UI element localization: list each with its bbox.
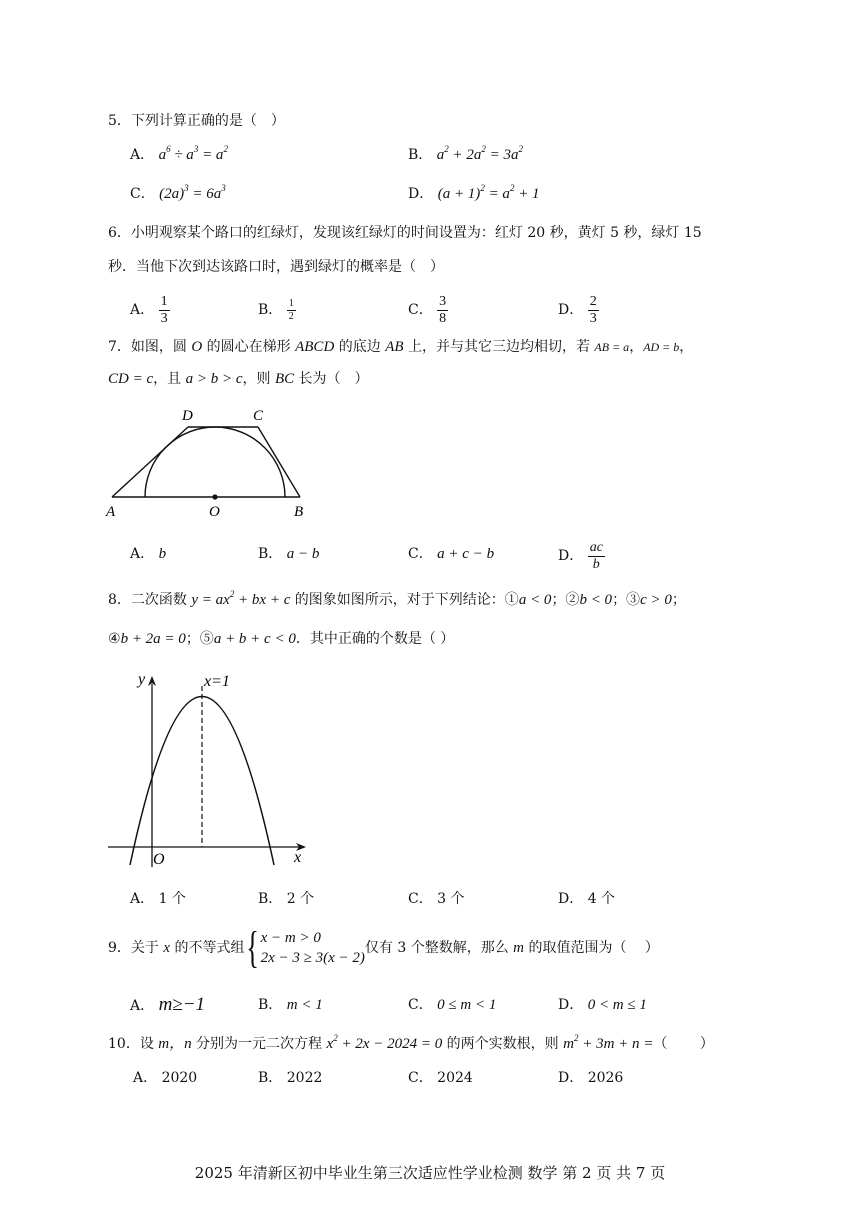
q8-stem-line2: ④b + 2a = 0；⑤a + b + c < 0．其中正确的个数是（ ）: [108, 631, 455, 647]
label-a: A: [106, 504, 116, 520]
q7-stem-line2: CD = c，且 a > b > c，则 BC 长为（ ）: [108, 371, 369, 387]
trapezoid-side-cb: [258, 427, 300, 497]
q6-option-d: D． $\frac{2}{3}$: [558, 293, 597, 326]
label-d: D: [182, 408, 193, 424]
q5-stem: 5．下列计算正确的是（ ）: [108, 113, 285, 129]
q6-option-b: B． $\frac{1}{2}$: [258, 297, 294, 322]
q6-stem-line1: 6．小明观察某个路口的红绿灯，发现该红绿灯的时间设置为：红灯 20 秒，黄灯 5 秒，绿灯 15: [108, 225, 702, 241]
q8-stem-line1: 8．二次函数 $y = ax^2$ + bx + c 的图象如图所示，对于下列结论：①a < 0；②b < 0；③c > 0；: [108, 589, 686, 608]
q7-stem-line1: 7．如图，圆 O 的圆心在梯形 ABCD 的底边 AB 上，并与其它三边均相切，若 AB = a，AD = b，: [108, 339, 694, 355]
label-b: B: [294, 504, 304, 520]
q6-stem-line2: 秒．当他下次到达该路口时，遇到绿灯的概率是（ ）: [108, 259, 444, 275]
page-footer: 2025 年清新区初中毕业生第三次适应性学业检测 数学 第 2 页 共 7 页: [194, 1164, 666, 1182]
center-point-o: [212, 494, 217, 499]
q10-option-b: B． 2022: [258, 1070, 323, 1086]
label-axis-x1: x=1: [204, 673, 230, 690]
q10-option-c: C． 2024: [408, 1070, 473, 1086]
q9-option-b: B． m < 1: [258, 997, 323, 1013]
q10-stem: 10．设 m，n 分别为一元二次方程 $x^2 + 2x - 2024 = 0$ 的两个实数根，则 $m^2 + 3m + n$ =（ ）: [108, 1033, 714, 1052]
q5-option-b: B． $a^2 + 2a^2 = 3a^2$: [408, 144, 523, 163]
q9-option-a: A． m≥−1: [130, 994, 206, 1015]
q9-option-d: D． 0 < m ≤ 1: [558, 997, 647, 1013]
q9-stem: 9．关于 x 的不等式组{ x − m > 0 2x − 3 ≥ 3(x − 2) 仅有 3 个整数解，那么 m 的取值范围为（ ）: [108, 923, 659, 972]
q10-option-d: D． 2026: [558, 1070, 624, 1086]
label-y: y: [138, 671, 146, 688]
q5-option-a: A． $a^6 \div a^3 = a^2$: [130, 144, 228, 163]
q7-option-b: B． a − b: [258, 546, 320, 562]
inequality-system: x − m > 0 2x − 3 ≥ 3(x − 2): [260, 930, 365, 966]
label-c: C: [253, 408, 264, 424]
q10-option-a: A． 2020: [133, 1070, 198, 1086]
q7-option-c: C． a + c − b: [408, 546, 495, 562]
q7-option-d: D． $\frac{ac}{b}$: [558, 539, 603, 572]
label-o: O: [209, 504, 220, 520]
q6-option-c: C． $\frac{3}{8}$: [408, 293, 447, 326]
q8-option-c: C． 3 个: [408, 891, 465, 907]
q9-option-c: C． 0 ≤ m < 1: [408, 997, 497, 1013]
q8-option-b: B． 2 个: [258, 891, 315, 907]
q7-option-a: A． b: [130, 546, 167, 562]
q5-option-d: D． $(a + 1)^2 = a^2 + 1$: [408, 183, 540, 202]
q5-option-c: C． $(2a)^3 = 6a^3$: [130, 183, 226, 202]
label-x: x: [294, 849, 302, 866]
trapezoid-circle-figure: [100, 400, 320, 525]
parabola-graph: [100, 662, 315, 872]
q8-option-d: D． 4 个: [558, 891, 616, 907]
q8-option-a: A． 1 个: [130, 891, 186, 907]
q6-option-a: A． $\frac{1}{3}$: [130, 293, 168, 326]
label-origin: O: [153, 851, 165, 868]
